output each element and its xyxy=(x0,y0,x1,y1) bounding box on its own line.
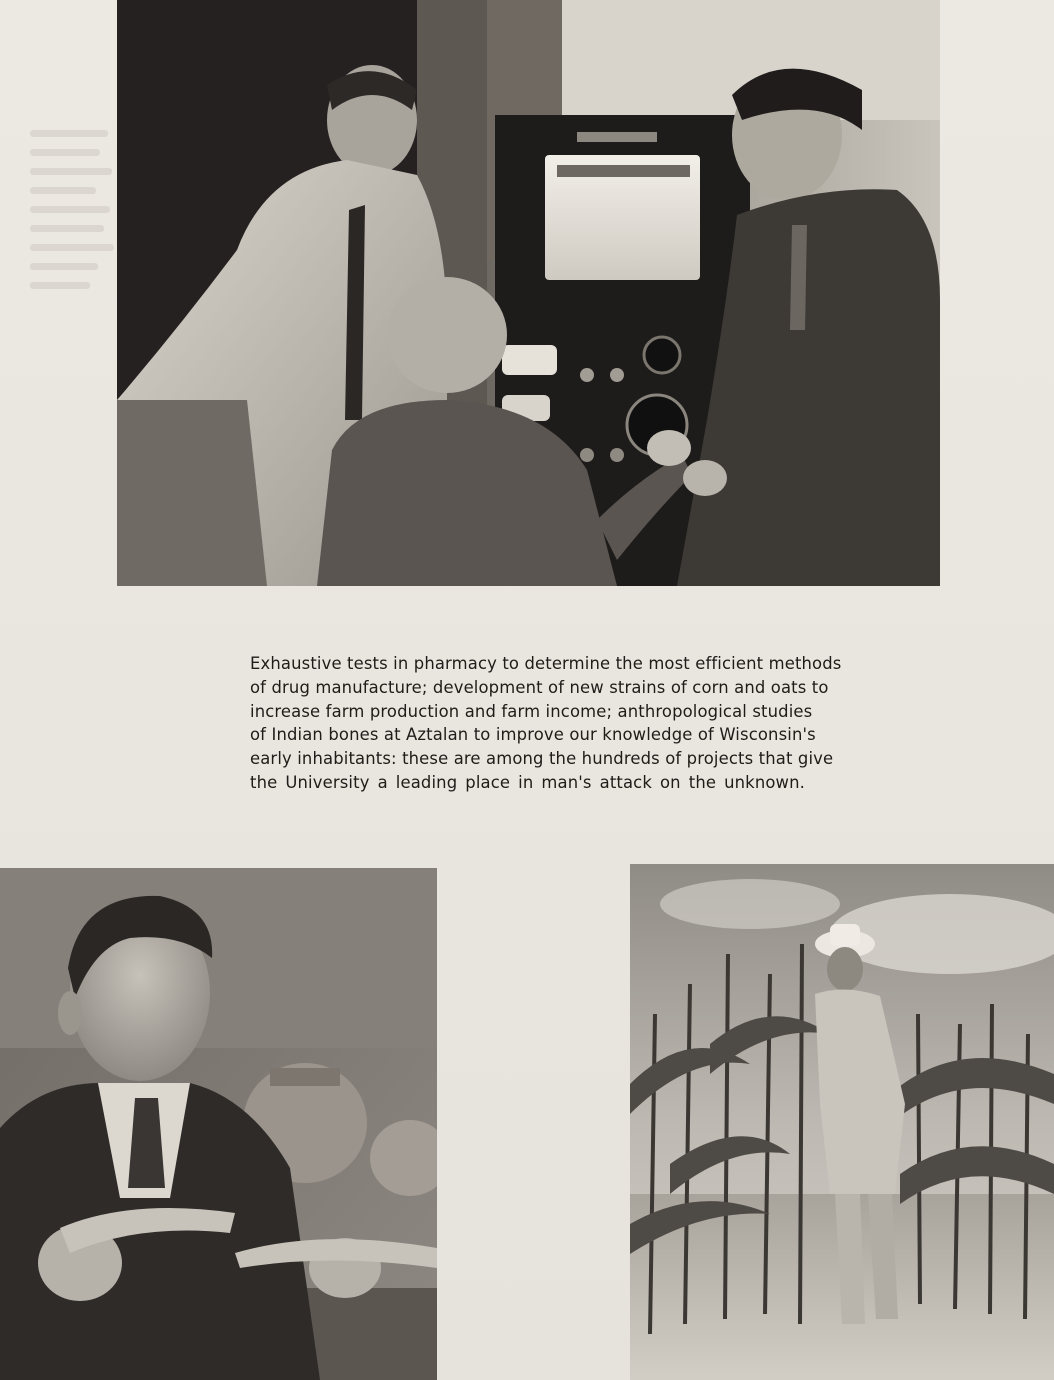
caption-line: increase farm production and farm income; anthropological studies xyxy=(250,701,813,721)
lab-photo-illustration xyxy=(117,0,940,586)
caption-line: the University a leading place in man's attack on the unknown. xyxy=(250,772,805,792)
caption-line: Exhaustive tests in pharmacy to determine the most efficient methods xyxy=(250,654,842,673)
corn-field-photo xyxy=(630,864,1054,1380)
caption-line: of Indian bones at Aztalan to improve our knowledge of Wisconsin's xyxy=(250,725,816,745)
caption-paragraph xyxy=(250,652,842,795)
bleed-through-text xyxy=(24,118,114,348)
caption-line: early inhabitants: these are among the hundreds of projects that give xyxy=(250,749,834,769)
anthropology-photo-illustration xyxy=(0,868,437,1380)
anthropology-photo xyxy=(0,868,437,1380)
corn-field-photo-illustration xyxy=(630,864,1054,1380)
lab-photo xyxy=(117,0,940,586)
caption-line: of drug manufacture; development of new strains of corn and oats to xyxy=(250,677,829,697)
